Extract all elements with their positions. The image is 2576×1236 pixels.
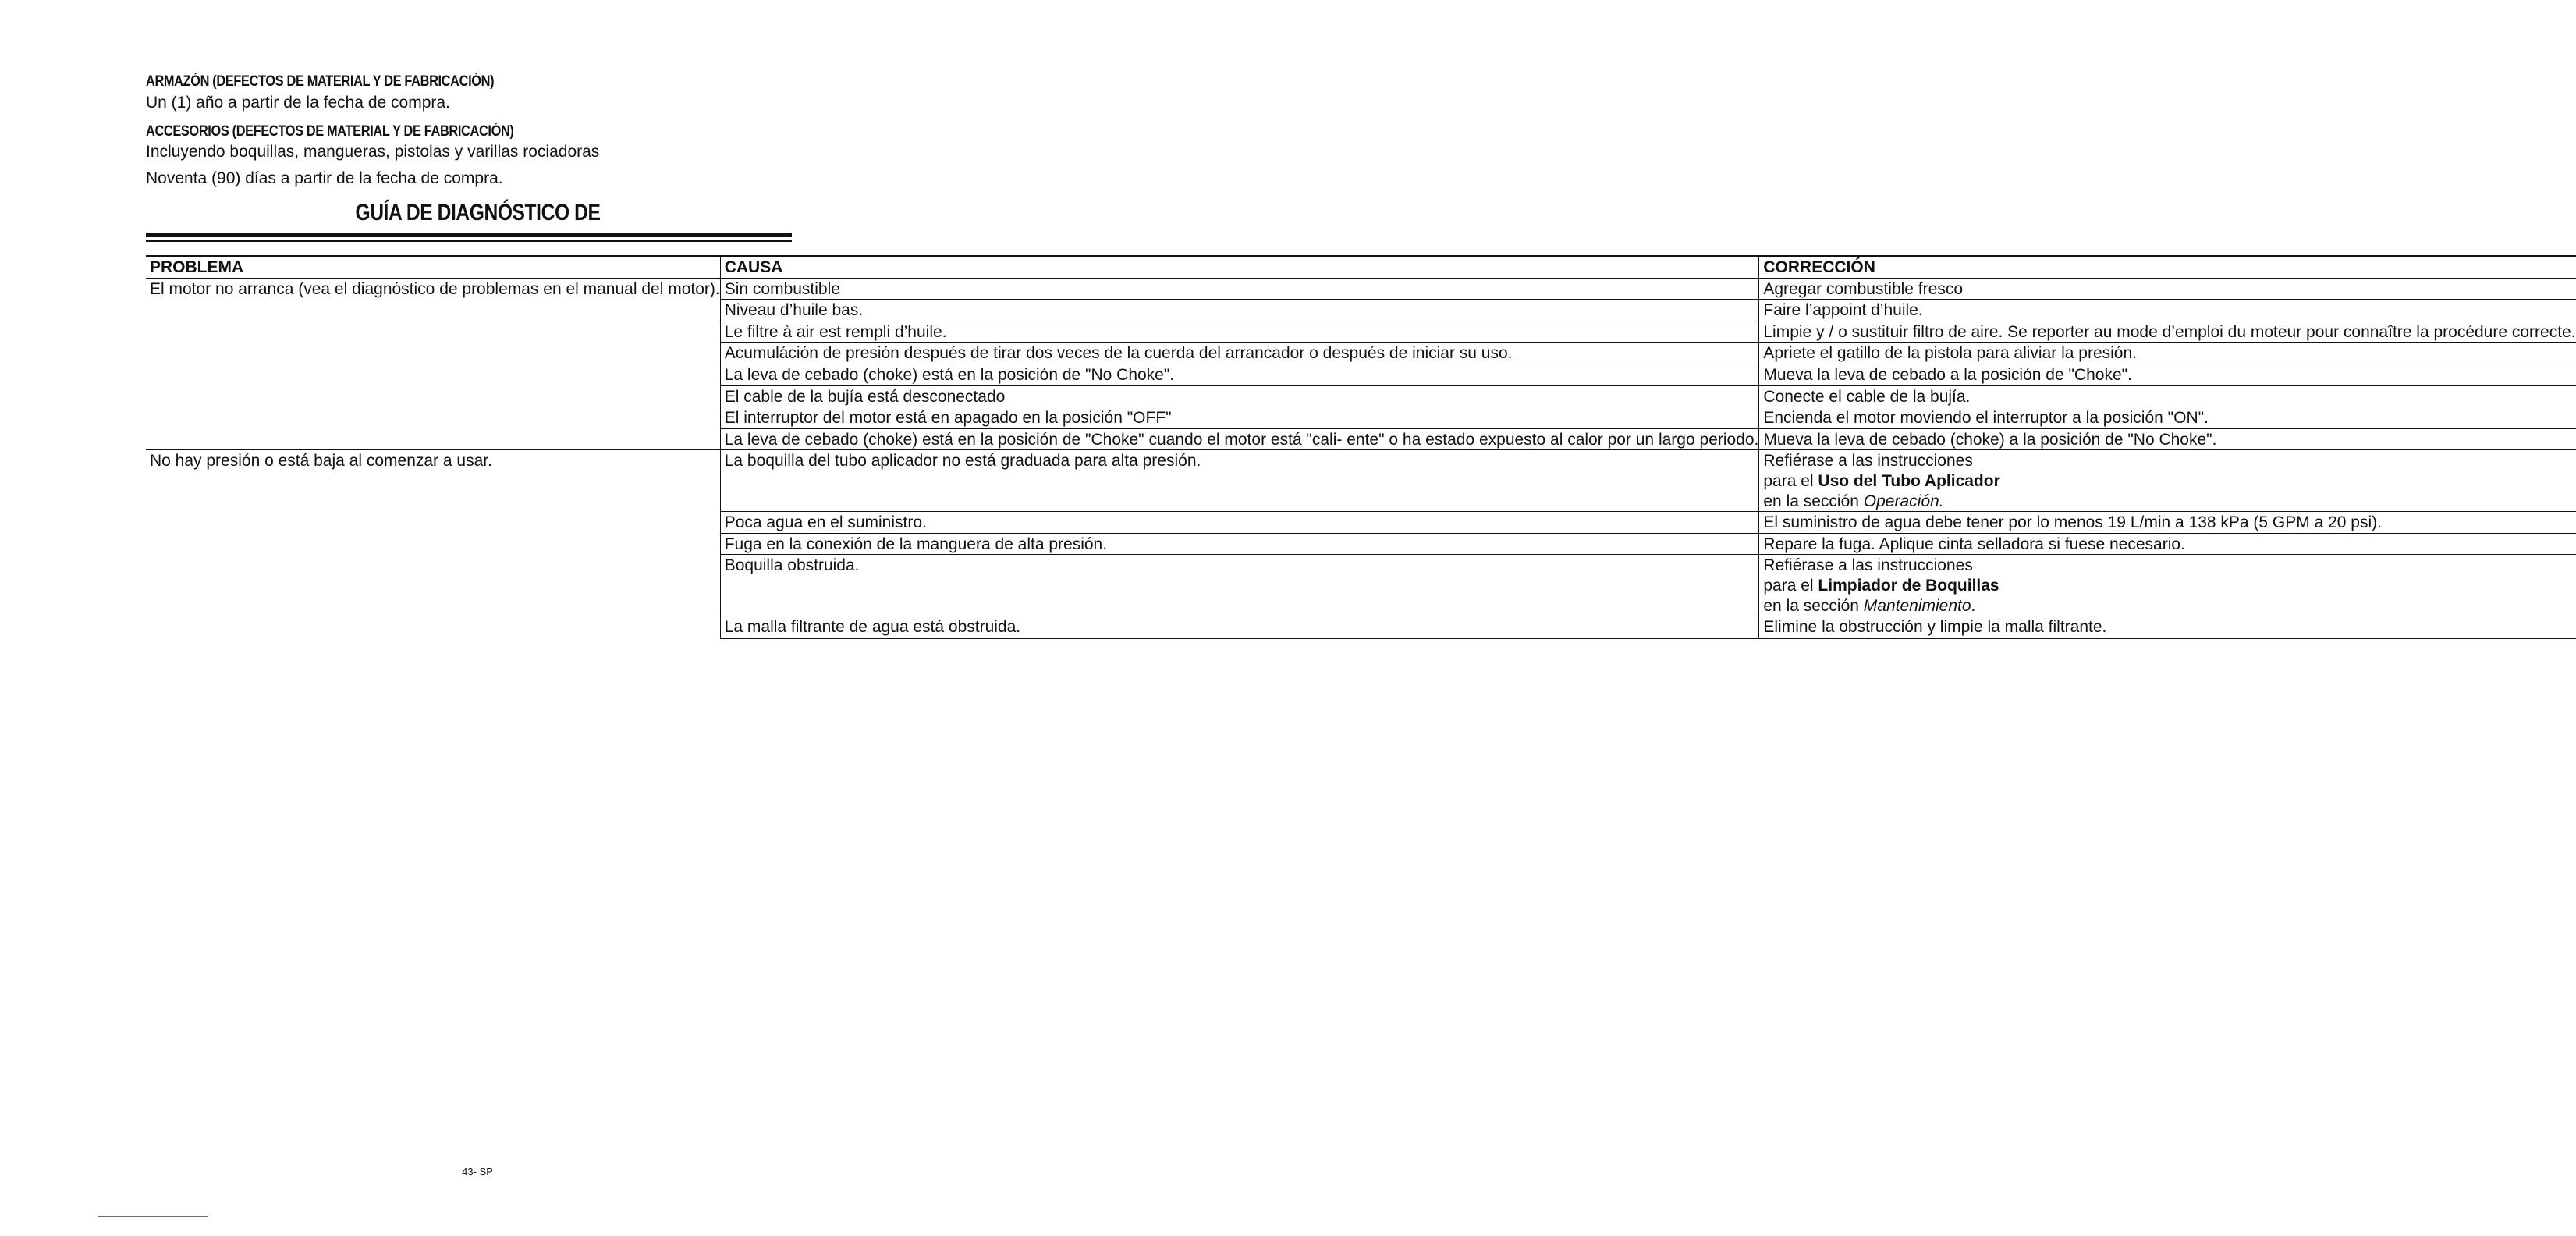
cause-cell: Fuga en la conexión de la manguera de alta presión. [720, 533, 1759, 555]
correction-cell: Limpie y / o sustituir filtro de aire. Se reporter au mode d’emploi du moteur pour connaître la procédure correcte. [1759, 321, 2576, 343]
accessories-warranty-period: Noventa (90) días a partir de la fecha de compra. [146, 169, 503, 187]
page-title [0, 200, 955, 226]
cause-cell: La malla filtrante de agua está obstruida. [720, 616, 1759, 638]
header-correction: CORRECCIÓN [1759, 256, 2576, 278]
frame-warranty-heading: ARMAZÓN (DEFECTOS DE MATERIAL Y DE FABRICACIÓN) [146, 73, 495, 90]
correction-cell: Repare la fuga. Aplique cinta selladora si fuese necesario. [1759, 533, 2576, 555]
correction-cell: Mueva la leva de cebado a la posición de "Choke". [1759, 364, 2576, 385]
cause-cell: La leva de cebado (choke) está en la posición de "No Choke". [720, 364, 1759, 385]
correction-text: en la sección [1763, 596, 1864, 615]
correction-line [1763, 596, 2575, 616]
correction-cell: Encienda el motor moviendo el interruptor a la posición "ON". [1759, 407, 2576, 429]
header-problem: PROBLEMA [146, 256, 720, 278]
cause-cell: Acumuláción de presión después de tirar dos veces de la cuerda del arrancador o después de iniciar su uso. [720, 343, 1759, 364]
correction-text: para el [1763, 576, 1818, 595]
correction-line [1763, 471, 2575, 492]
maintenance-section-reference: Mantenimiento [1863, 596, 1971, 615]
page-number: 43- SP [462, 1166, 493, 1177]
applicator-tube-reference: Uso del Tubo Aplicador [1818, 471, 2000, 490]
accessories-warranty-heading: ACCESORIOS (DEFECTOS DE MATERIAL Y DE FABRICACIÓN) [146, 123, 514, 140]
problem-low-pressure: No hay presión o está baja al comenzar a usar. [146, 450, 720, 638]
table-header-row [146, 256, 2576, 278]
correction-line: Refiérase a las instrucciones [1763, 556, 1973, 575]
correction-cell: El suministro de agua debe tener por lo menos 19 L/min a 138 kPa (5 GPM a 20 psi). [1759, 512, 2576, 534]
correction-text: en la sección [1763, 492, 1864, 510]
correction-cell: Faire l’appoint d’huile. [1759, 300, 2576, 321]
diagnostic-table [146, 255, 2576, 639]
cause-cell: Niveau d’huile bas. [720, 300, 1759, 321]
footer-link-underline [98, 1216, 208, 1217]
cause-cell: La boquilla del tubo aplicador no está graduada para alta presión. [720, 450, 1759, 512]
cause-cell: Poca agua en el suministro. [720, 512, 1759, 534]
frame-warranty-text: Un (1) año a partir de la fecha de compra. [146, 94, 450, 112]
cause-cell: La leva de cebado (choke) está en la posición de "Choke" cuando el motor está "cali- ente" o ha estado expuesto al calor por un largo periodo. [720, 428, 1759, 450]
correction-line [1763, 492, 2575, 512]
table-row [146, 450, 2576, 512]
correction-cell [1759, 555, 2576, 616]
cause-cell: Le filtre à air est rempli d’huile. [720, 321, 1759, 343]
correction-cell [1759, 450, 2576, 512]
header-cause: CAUSA [720, 256, 1759, 278]
correction-cell: Mueva la leva de cebado (choke) a la posición de "No Choke". [1759, 428, 2576, 450]
correction-line: Refiérase a las instrucciones [1763, 452, 1973, 471]
correction-cell: Apriete el gatillo de la pistola para aliviar la presión. [1759, 343, 2576, 364]
cause-cell: El interruptor del motor está en apagado en la posición "OFF" [720, 407, 1759, 429]
correction-cell: Elimine la obstrucción y limpie la malla filtrante. [1759, 616, 2576, 638]
table-row [146, 278, 2576, 300]
operation-section-reference: Operación. [1863, 492, 1944, 510]
title-rule-thick [146, 233, 792, 237]
problem-engine-no-start: El motor no arranca (vea el diagnóstico de problemas en el manual del motor). [150, 279, 720, 298]
accessories-warranty-text: Incluyendo boquillas, mangueras, pistolas y varillas rociadoras [146, 143, 600, 161]
cause-cell: Boquilla obstruida. [720, 555, 1759, 616]
correction-line [1763, 576, 2575, 596]
page-title-text: GUÍA DE DIAGNÓSTICO DE [354, 200, 600, 226]
cause-cell: Sin combustible [720, 278, 1759, 300]
correction-text: para el [1763, 471, 1818, 490]
correction-cell: Agregar combustible fresco [1759, 278, 2576, 300]
title-rule-thin [146, 240, 792, 242]
nozzle-cleaner-reference: Limpiador de Boquillas [1818, 576, 1999, 595]
correction-text: . [1971, 596, 1976, 615]
correction-cell: Conecte el cable de la bujía. [1759, 385, 2576, 407]
cause-cell: El cable de la bujía está desconectado [720, 385, 1759, 407]
